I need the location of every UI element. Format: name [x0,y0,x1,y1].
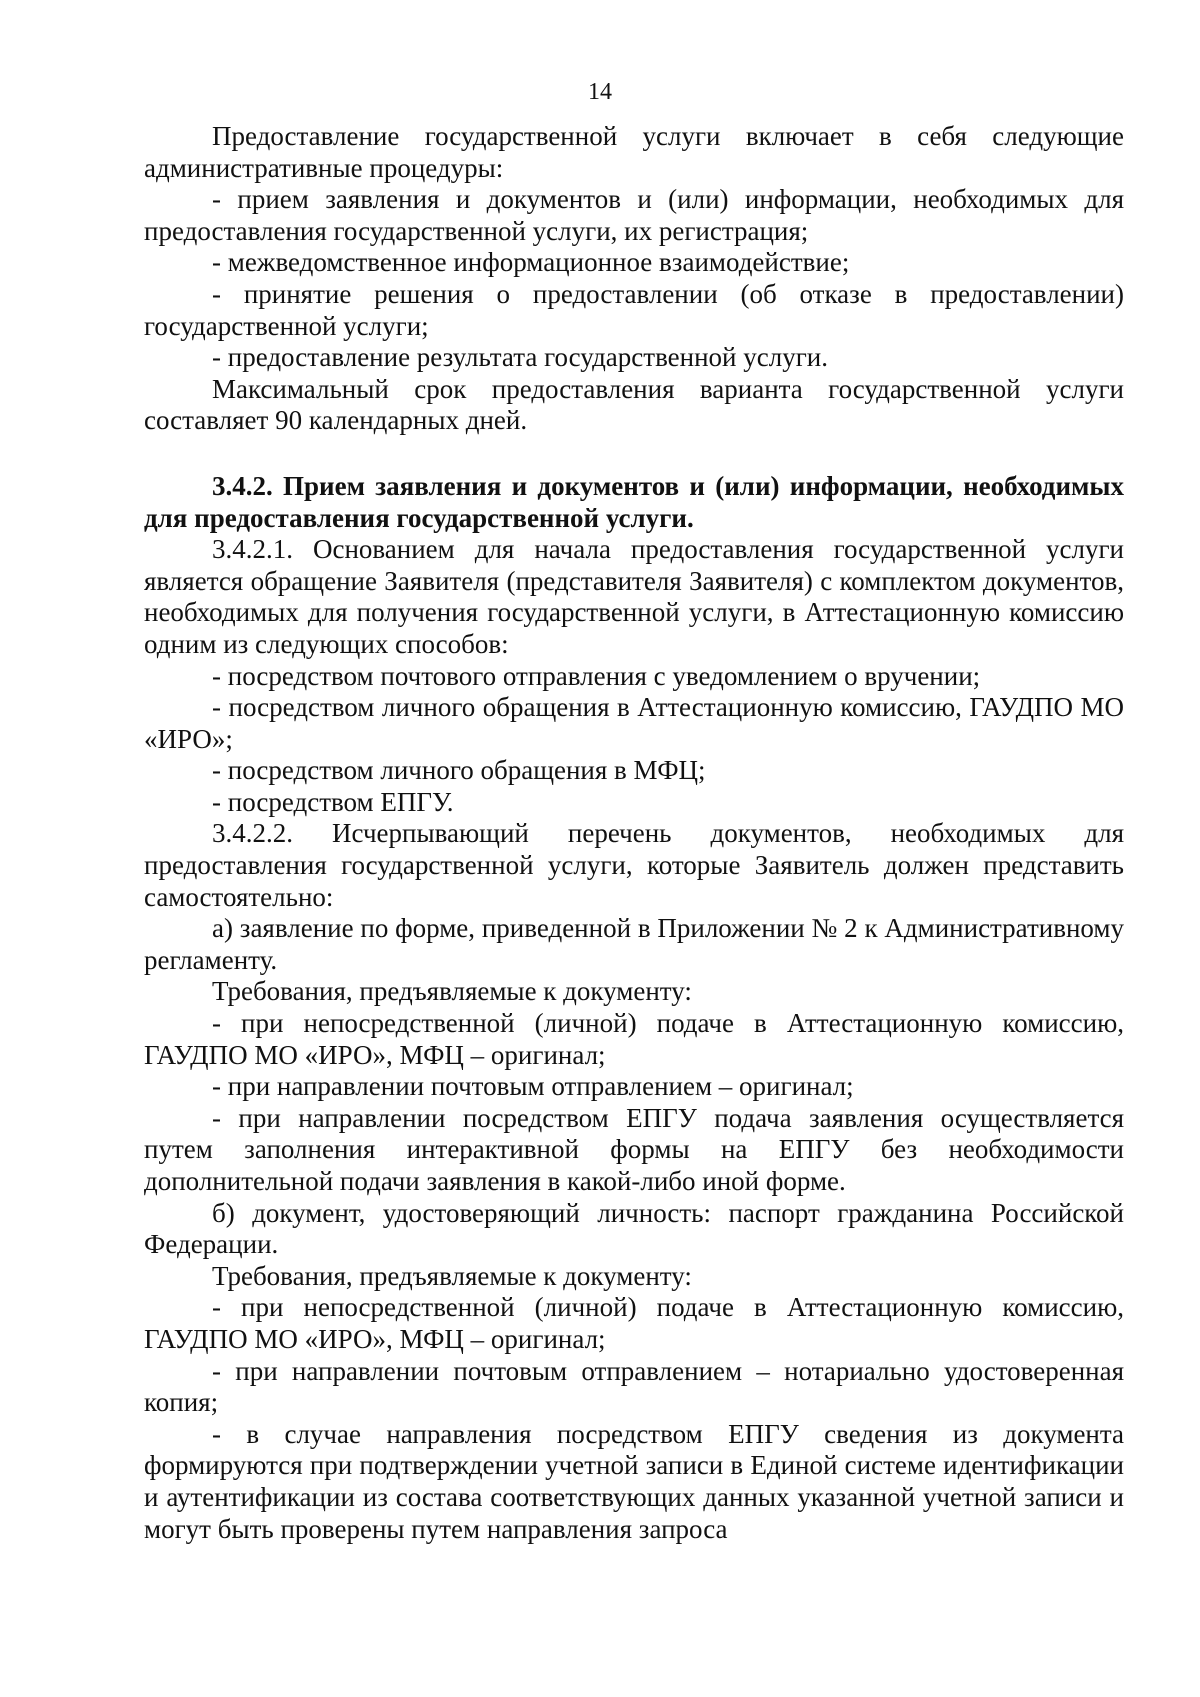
section-heading: 3.4.2. Прием заявления и документов и (или) информации, необходимых для предоставления государственной услуги. [144,470,1124,533]
paragraph: Максимальный срок предоставления варианта государственной услуги составляет 90 календарных дней. [144,373,1124,436]
list-item: - посредством личного обращения в Аттестационную комиссию, ГАУДПО МО «ИРО»; [144,692,1124,754]
list-item: - при направлении почтовым отправлением – нотариально удостоверенная копия; [144,1355,1124,1418]
list-item: - при направлении почтовым отправлением – оригинал; [212,1071,854,1102]
list-item: - принятие решения о предоставлении (об отказе в предоставлении) государственной услуги; [144,278,1124,341]
list-item: - прием заявления и документов и (или) информации, необходимых для предоставления государственной услуги, их регистрация; [144,184,1124,246]
paragraph: Требования, предъявляемые к документу: [212,976,692,1007]
list-item: а) заявление по форме, приведенной в Приложении № 2 к Административному регламенту. [144,913,1124,975]
list-item: - в случае направления посредством ЕПГУ сведения из документа формируются при подтверждении учетной записи в Единой системе идентификации и аутентификации из состава соответствующих данных указанной учетной записи и могут быть проверены путем направления запроса [144,1418,1124,1544]
list-item: - посредством ЕПГУ. [212,786,454,817]
list-item: - при направлении посредством ЕПГУ подача заявления осуществляется путем заполнения интерактивной формы на ЕПГУ без необходимости дополнительной подачи заявления в какой-либо иной форме. [144,1102,1124,1196]
document-body [144,121,1124,1545]
page-number: 14 [588,79,612,105]
paragraph: Требования, предъявляемые к документу: [212,1260,692,1291]
list-item: - при непосредственной (личной) подаче в Аттестационную комиссию, ГАУДПО МО «ИРО», МФЦ – оригинал; [144,1292,1124,1354]
list-item: - межведомственное информационное взаимодействие; [212,247,850,278]
list-item: б) документ, удостоверяющий личность: паспорт гражданина Российской Федерации. [144,1197,1124,1260]
list-item: - посредством личного обращения в МФЦ; [212,755,706,786]
paragraph: 3.4.2.2. Исчерпывающий перечень документов, необходимых для предоставления государственной услуги, которые Заявитель должен представить самостоятельно: [144,818,1124,912]
list-item: - при непосредственной (личной) подаче в Аттестационную комиссию, ГАУДПО МО «ИРО», МФЦ – оригинал; [144,1008,1124,1070]
list-item: - предоставление результата государственной услуги. [212,342,828,373]
paragraph: Предоставление государственной услуги включает в себя следующие административные процедуры: [144,121,1124,183]
list-item: - посредством почтового отправления с уведомлением о вручении; [212,660,981,691]
paragraph: 3.4.2.1. Основанием для начала предоставления государственной услуги является обращение Заявителя (представителя Заявителя) с комплектом документов, необходимых для получения государственной услуги, в Аттестационную комиссию одним из следующих способов: [144,534,1124,659]
